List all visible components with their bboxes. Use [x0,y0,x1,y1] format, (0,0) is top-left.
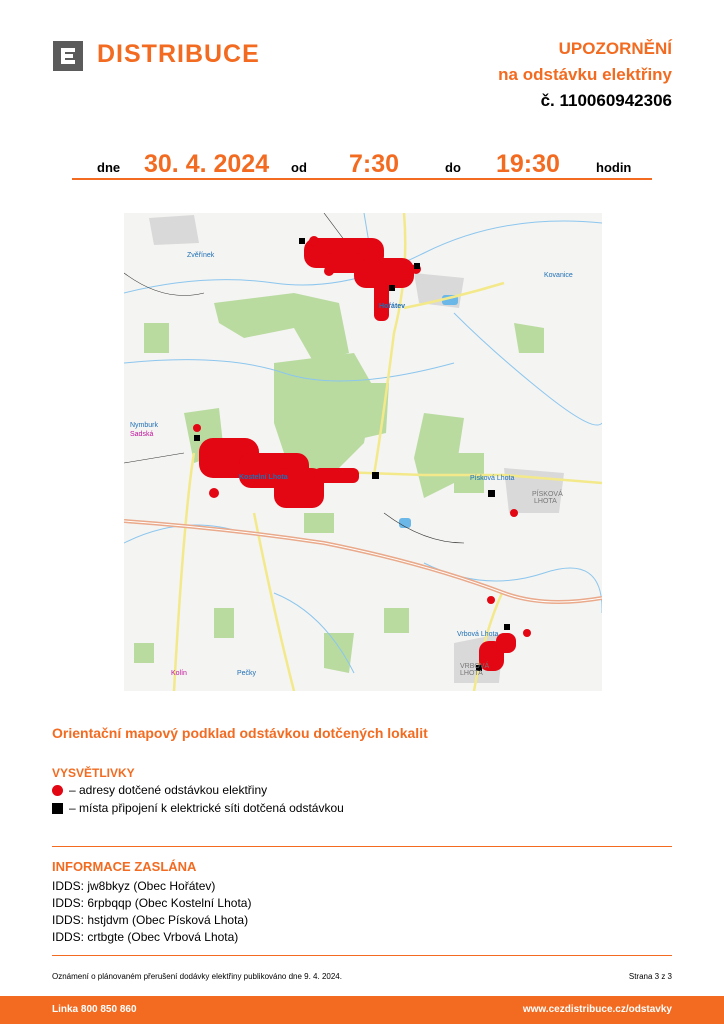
idds-line: IDDS: crtbgte (Obec Vrbová Lhota) [52,930,239,944]
section-divider [52,846,672,847]
map-label-horatev: Hořátev [379,303,406,310]
map-label-zverinek: Zvěřínek [187,252,215,259]
map-label-vrbova-small: VRBOVÁ [460,663,490,670]
map-caption: Orientační mapový podklad odstávkou dotčených lokalit [52,725,428,741]
legend-title: VYSVĚTLIVKY [52,766,135,780]
legend-square-text: – místa připojení k elektrické síti dotčená odstávkou [69,801,344,815]
notice-title: UPOZORNĚNÍ [558,39,672,58]
company-logo-mark [53,41,83,71]
section-divider [52,955,672,956]
map-label-piskova-lhota: Písková Lhota [470,475,515,482]
outage-start-time: 7:30 [349,150,400,178]
page-number: Strana 3 z 3 [628,972,672,981]
outage-map [124,213,602,691]
legend-item-connections [52,801,344,815]
map-label-nymburk: Nymburk [130,422,159,429]
idds-line: IDDS: hstjdvm (Obec Písková Lhota) [52,913,249,927]
map-label-vrbova-lhota: Vrbová Lhota [457,631,499,638]
map-label-piskova-small2: LHOTA [534,498,557,505]
date-label: dne [97,160,121,175]
vrbova-lhota-address-cluster [479,509,531,671]
map-label-kovanice: Kovanice [544,272,573,279]
map-label-kostelni-lhota: Kostelní Lhota [239,474,288,481]
black-square-icon [52,803,63,814]
publication-notice: Oznámení o plánovaném přerušení dodávky elektřiny publikováno dne 9. 4. 2024. [52,972,342,981]
hours-label: hodin [596,160,632,175]
to-label: do [445,160,461,175]
map-label-pecky: Pečky [237,670,257,677]
map-label-vrbova-small2: LHOTA [460,670,483,677]
notice-subtitle: na odstávku elektřiny [498,65,672,84]
map-label-sadska: Sadská [130,431,154,438]
motorway [124,521,602,602]
company-logo-text: DISTRIBUCE [97,40,260,68]
footer-url-link[interactable]: www.cezdistribuce.cz/odstavky [522,1004,672,1015]
outage-end-time: 19:30 [496,150,560,178]
notice-number: č. 110060942306 [540,91,672,110]
map-label-piskova-small: PÍSKOVÁ [532,491,563,498]
footer-phone: Linka 800 850 860 [52,1004,137,1015]
idds-line: IDDS: jw8bkyz (Obec Hořátev) [52,879,216,893]
legend-item-addresses [52,783,267,797]
legend-dot-text: – adresy dotčené odstávkou elektřiny [69,783,268,797]
red-dot-icon [52,785,63,796]
idds-line: IDDS: 6rpbqqp (Obec Kostelní Lhota) [52,896,252,910]
map-label-kolin: Kolín [171,670,187,677]
date-divider [72,178,652,180]
outage-date: 30. 4. 2024 [144,150,270,178]
info-title: INFORMACE ZASLÁNA [52,859,197,874]
from-label: od [291,160,307,175]
